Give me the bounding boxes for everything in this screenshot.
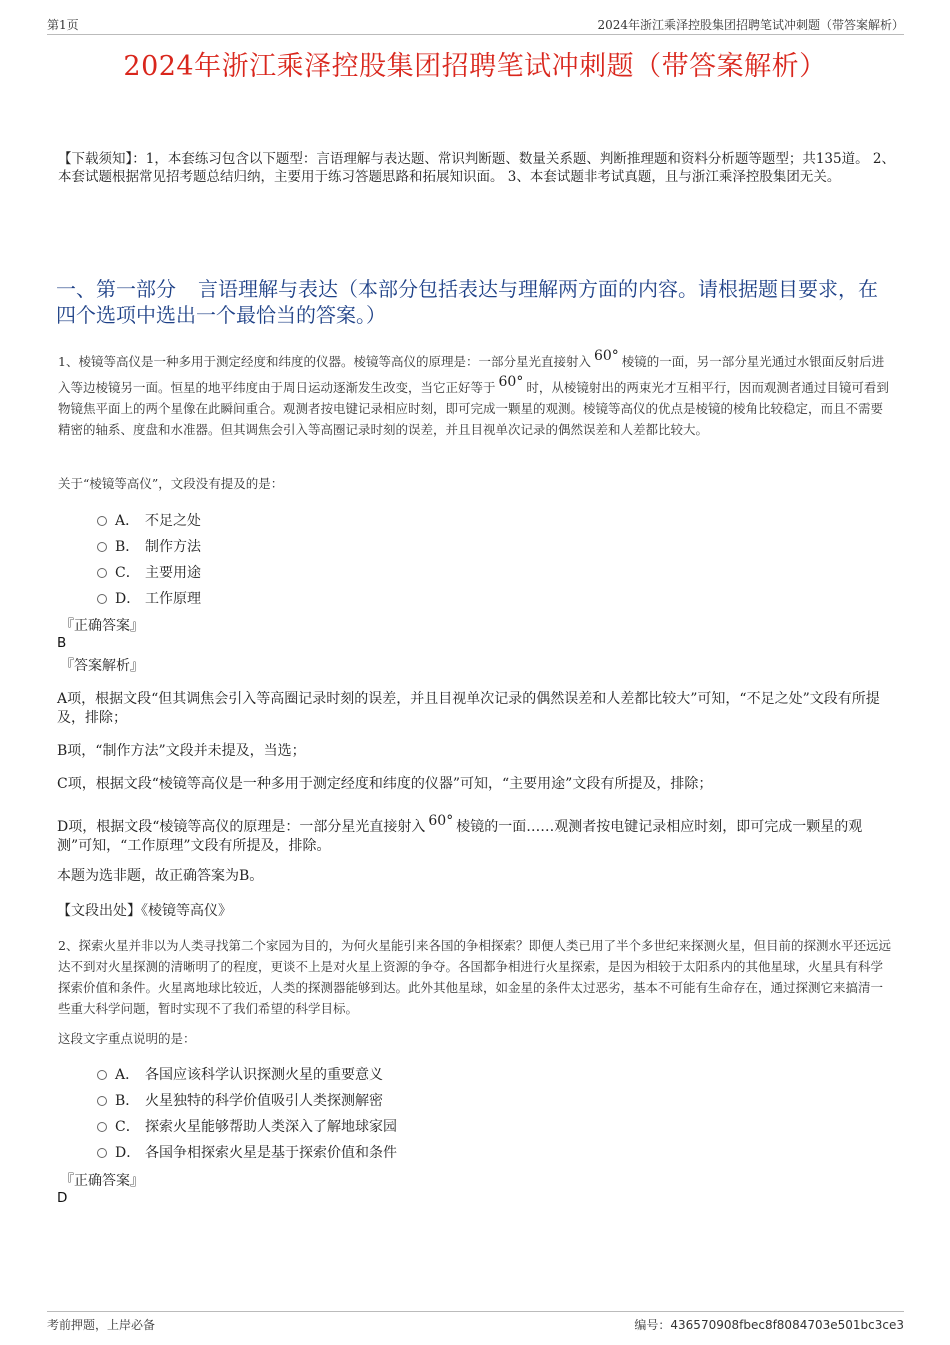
option-text: 探索火星能够帮助人类深入了解地球家园	[145, 1119, 397, 1135]
option-letter: A．	[115, 1067, 140, 1083]
q1-explanation-d	[57, 812, 895, 856]
option-text: 火星独特的科学价值吸引人类探测解密	[145, 1093, 383, 1109]
option-letter: C．	[115, 1119, 140, 1135]
explanation-part: D项，根据文段“棱镜等高仪的原理是：一部分星光直接射入	[57, 819, 426, 835]
radio-icon[interactable]	[97, 1148, 107, 1158]
page-footer	[47, 1311, 904, 1336]
page-header	[47, 14, 904, 35]
q2-answer: D	[57, 1190, 68, 1206]
q1-answer: B	[57, 635, 67, 651]
explanation-part: 棱镜的一面……观测者按电键记录相应时刻，即可完成一颗星的观测”可知，“工作原理”文段有所提及，排除。	[57, 819, 863, 854]
header-doc-title: 2024年浙江乘泽控股集团招聘笔试冲刺题（带答案解析）	[597, 18, 904, 32]
q1-question: 关于“棱镜等高仪”，文段没有提及的是：	[58, 476, 284, 491]
q1-passage-part: 棱镜的一面，另一部分星光通过水银面反射后进入等边棱镜另一面。恒星的地平纬度由于周日运动逐渐发生改变，当它正好等于	[58, 354, 885, 395]
footer-code-label: 编号：	[634, 1318, 671, 1332]
option-letter: B．	[115, 1093, 140, 1109]
q1-answer-label: 『正确答案』	[60, 618, 144, 634]
footer-code: 436570908fbec8f8084703e501bc3ce3	[670, 1318, 904, 1332]
q1-source: 【文段出处】《棱镜等高仪》	[57, 903, 232, 919]
option-letter: D．	[115, 591, 141, 607]
q2-option-a[interactable]	[97, 1064, 383, 1084]
q2-option-d[interactable]	[97, 1142, 397, 1162]
q1-conclusion: 本题为选非题，故正确答案为B。	[57, 868, 264, 884]
q2-passage: 2、探索火星并非以为人类寻找第二个家园为目的，为何火星能引来各国的争相探索？即便人类已用了半个多世纪来探测火星，但目前的探测水平还远远达不到对火星探测的清晰明了的程度，更谈不上是对火星上资源的争夺。各国都争相进行火星探索，是因为相较于太阳系内的其他星球，火星具有科学探索价值和条件。火星离地球比较近，人类的探测器能够到达。此外其他星球，如金星的条件太过恶劣，基本不可能有生命存在，通过探测它来搞清一些重大科学问题，暂时实现不了我们希望的科学目标。	[58, 938, 891, 1016]
q2-option-c[interactable]	[97, 1116, 397, 1136]
q1-passage-part: 时，从棱镜射出的两束光才互相平行，因而观测者通过目镜可看到物镜焦平面上的两个星像在此瞬间重合。观测者按电键记录相应时刻，即可完成一颗星的观测。棱镜等高仪的优点是棱镜的棱角比较稳定，而且不需要精密的轴系、度盘和水准器。但其调焦会引入等高圈记录时刻的误差，并且目视单次记录的偶然误差和人差都比较大。	[58, 380, 889, 437]
q1-option-a[interactable]	[97, 510, 201, 530]
radio-icon[interactable]	[97, 1070, 107, 1080]
option-text: 主要用途	[145, 565, 201, 581]
option-text: 不足之处	[145, 513, 201, 529]
q2-option-b[interactable]	[97, 1090, 383, 1110]
q1-explanation-a: A项，根据文段“但其调焦会引入等高圈记录时刻的误差，并且目视单次记录的偶然误差和人差都比较大”可知，“不足之处”文段有所提及，排除；	[57, 691, 880, 726]
section-number: 一、第一部分	[56, 277, 176, 301]
radio-icon[interactable]	[97, 568, 107, 578]
section-heading	[56, 276, 896, 328]
option-letter: A．	[115, 513, 140, 529]
document-title: 2024年浙江乘泽控股集团招聘笔试冲刺题（带答案解析）	[123, 51, 827, 82]
section-text: 言语理解与表达（本部分包括表达与理解两方面的内容。请根据题目要求，在四个选项中选出一个最恰当的答案。）	[56, 277, 878, 327]
q2-answer-label: 『正确答案』	[60, 1173, 144, 1189]
footer-code-wrap	[634, 1316, 904, 1333]
option-letter: D．	[115, 1145, 141, 1161]
degree-symbol: 60°	[428, 813, 454, 829]
page-number: 第1页	[47, 18, 79, 32]
option-text: 各国争相探索火星是基于探索价值和条件	[145, 1145, 397, 1161]
q1-explanation-b: B项，“制作方法”文段并未提及，当选；	[57, 743, 306, 759]
radio-icon[interactable]	[97, 516, 107, 526]
q1-option-d[interactable]	[97, 588, 201, 608]
q1-option-b[interactable]	[97, 536, 201, 556]
radio-icon[interactable]	[97, 594, 107, 604]
radio-icon[interactable]	[97, 1122, 107, 1132]
degree-symbol: 60°	[593, 348, 619, 364]
option-letter: B．	[115, 539, 140, 555]
option-text: 各国应该科学认识探测火星的重要意义	[145, 1067, 383, 1083]
radio-icon[interactable]	[97, 1096, 107, 1106]
q1-passage-part: 1、棱镜等高仪是一种多用于测定经度和纬度的仪器。棱镜等高仪的原理是：一部分星光直接射入	[58, 354, 591, 369]
option-text: 制作方法	[145, 539, 201, 555]
radio-icon[interactable]	[97, 542, 107, 552]
option-text: 工作原理	[145, 591, 201, 607]
q1-passage	[58, 346, 894, 440]
degree-symbol: 60°	[498, 374, 524, 390]
footer-slogan: 考前押题，上岸必备	[47, 1318, 156, 1332]
q1-explanation-c: C项，根据文段“棱镜等高仪是一种多用于测定经度和纬度的仪器”可知，“主要用途”文段有所提及，排除；	[57, 776, 713, 792]
download-notice: 【下载须知】：1，本套练习包含以下题型：言语理解与表达题、常识判断题、数量关系题、判断推理题和资料分析题等题型；共135道。 2、本套试题根据常见招考题总结归纳，主要用于练习答题思路和拓展知识面。 3、本套试题非考试真题，且与浙江乘泽控股集团无关。	[58, 151, 895, 185]
q2-question: 这段文字重点说明的是：	[58, 1031, 196, 1046]
q1-analysis-label: 『答案解析』	[60, 658, 144, 674]
q1-option-c[interactable]	[97, 562, 201, 582]
option-letter: C．	[115, 565, 140, 581]
